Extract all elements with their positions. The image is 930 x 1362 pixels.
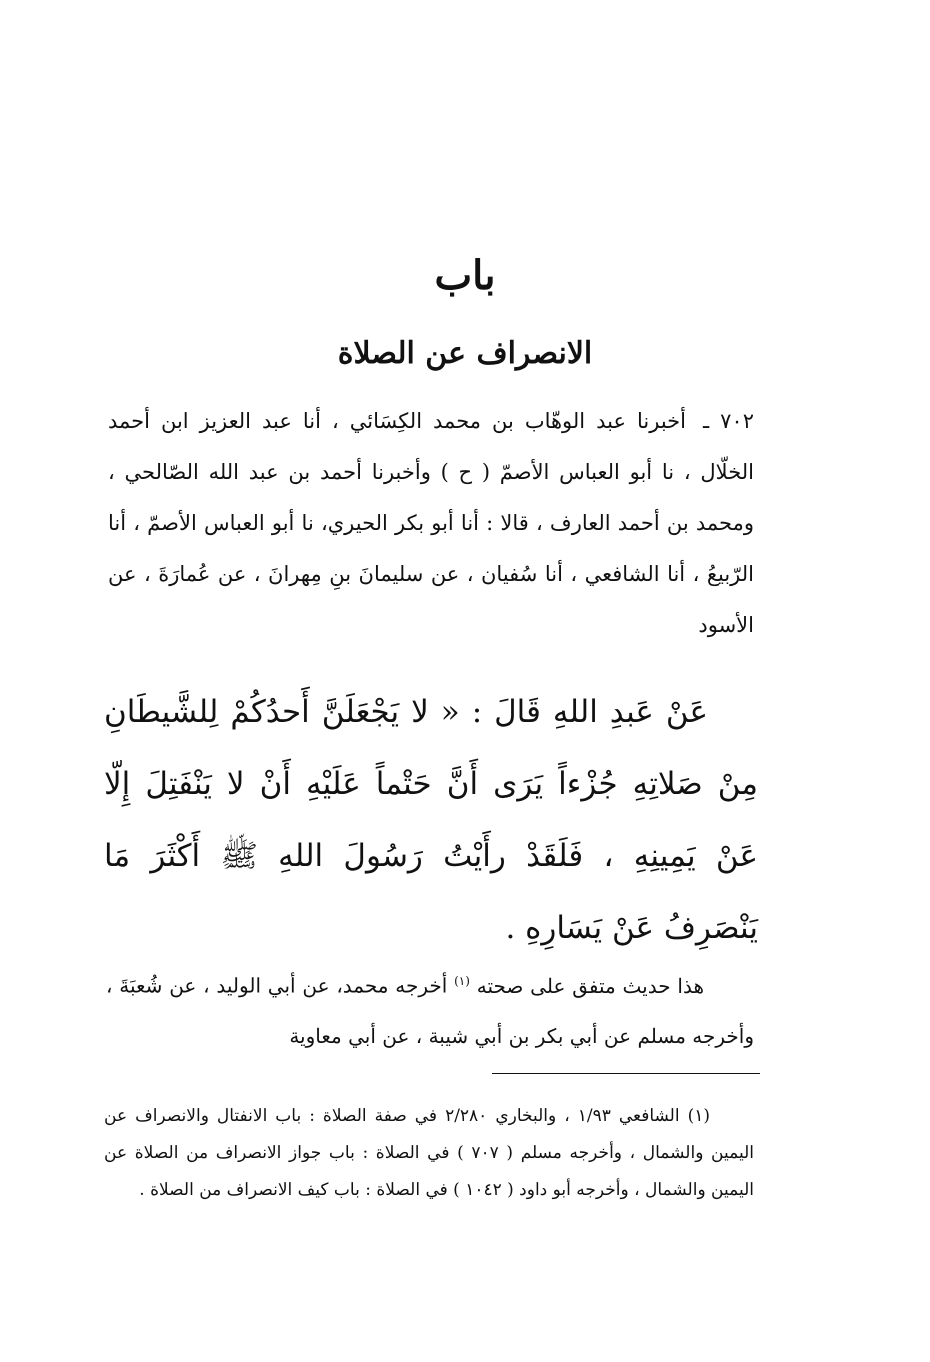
footnote-text: الشافعي ١/٩٣ ، والبخاري ٢/٢٨٠ في صفة الصلاة : باب الانفتال والانصراف عن اليمين والشمال ، وأخرجه مسلم ( ٧٠٧ ) في الصلاة : باب جواز الانصراف من الصلاة عن اليمين والشمال ، وأخرجه أبو داود ( ١٠٤٢ ) في الصلاة : باب كيف الانصراف من الصلاة . xyxy=(104,1106,754,1200)
footnote-paragraph xyxy=(104,1098,754,1209)
commentary-paragraph xyxy=(106,956,754,1061)
commentary-text-before: هذا حديث متفق على صحته xyxy=(476,973,704,998)
hadith-text-block xyxy=(104,676,758,964)
isnad-text: أخبرنا عبد الوهّاب بن محمد الكِسَائي ، أنا عبد العزيز ابن أحمد الخلّال ، نا أبو العباس الأصمّ ( ح ) وأخبرنا أحمد بن عبد الله الصّالحي ، ومحمد بن أحمد العارف ، قالا : أنا أبو بكر الحيري، نا أبو العباس الأصمّ ، أنا الرّبيعُ ، أنا الشافعي ، أنا سُفيان ، عن سليمانَ بنِ مِهرانَ ، عن عُمارَةَ ، عن الأسود xyxy=(108,409,754,637)
footnote-number: (١) xyxy=(687,1106,711,1126)
hadith-matn: عَنْ عَبدِ اللهِ قَالَ : « لا يَجْعَلَنَّ أَحدُكُمْ لِلشَّيطَانِ مِنْ صَلاتِهِ جُزْءاً يَرَى أَنَّ حَتْماً عَلَيْهِ أَنْ لا يَنْفَتِلَ إِلّا عَنْ يَمِينِهِ ، فَلَقَدْ رأَيْتُ رَسُولَ اللهِ ﷺ أَكْثَرَ مَا يَنْصَرِفُ عَنْ يَسَارِهِ . xyxy=(104,694,758,946)
chapter-subtitle: الانصراف عن الصلاة xyxy=(337,336,593,371)
footnote-divider xyxy=(492,1073,760,1074)
commentary-text-after: أخرجه محمد، عن أبي الوليد ، عن شُعبَةَ ، وأخرجه مسلم عن أبي بكر بن أبي شيبة ، عن أبي معاوية xyxy=(106,973,754,1048)
footnote-reference: (١) xyxy=(454,974,470,988)
hadith-number: ٧٠٢ ـ xyxy=(703,409,754,433)
isnad-paragraph xyxy=(108,396,754,651)
chapter-heading: باب xyxy=(434,252,496,299)
